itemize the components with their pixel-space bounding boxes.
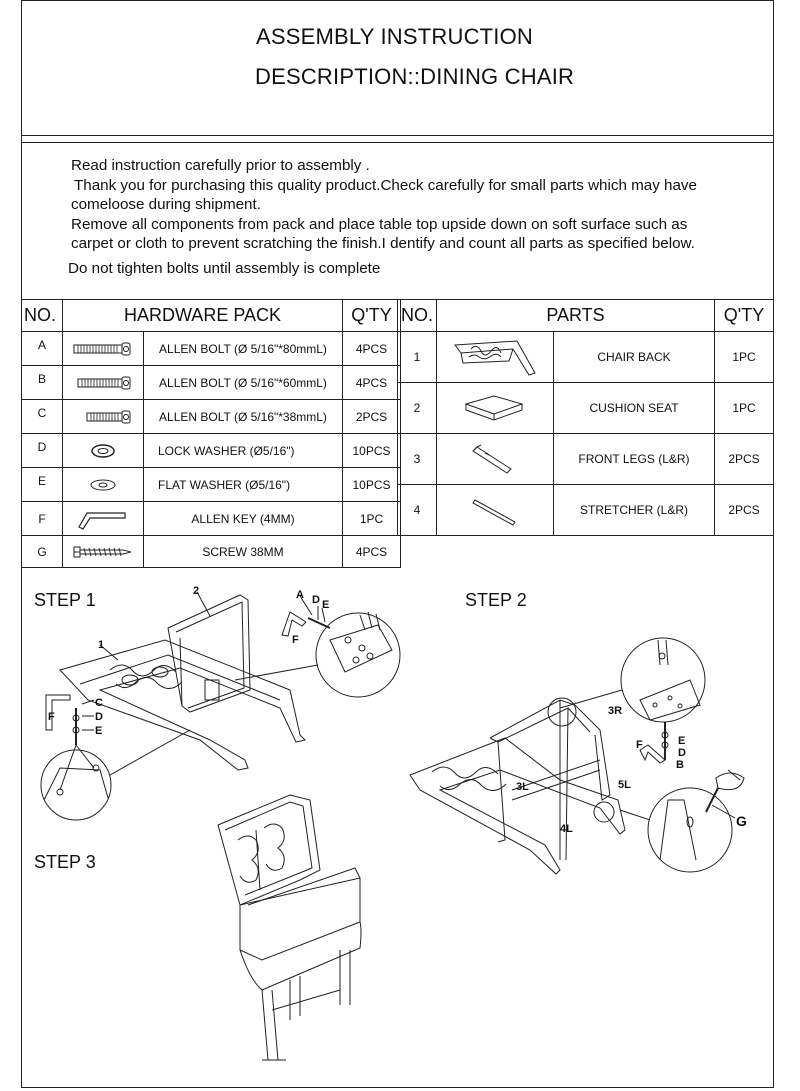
row-no: C xyxy=(22,400,63,434)
col-no-header: NO. xyxy=(22,300,63,332)
callout-d: D xyxy=(312,594,320,606)
col-hardware-header: HARDWARE PACK xyxy=(63,300,343,332)
step-2-label: STEP 2 xyxy=(465,590,527,610)
hardware-name: SCREW 38MM xyxy=(144,536,343,568)
callout-part-1: 1 xyxy=(98,639,105,651)
callout-e: E xyxy=(322,599,330,611)
row-no: 4 xyxy=(398,485,437,536)
part-qty: 1PC xyxy=(715,332,774,383)
callout-f: F xyxy=(48,711,55,723)
hardware-name: ALLEN KEY (4MM) xyxy=(144,502,343,536)
callout-f: F xyxy=(636,739,643,751)
hardware-qty: 4PCS xyxy=(343,332,401,366)
callout-g: G xyxy=(736,813,747,829)
col-qty-header: Q'TY xyxy=(343,300,401,332)
row-no: E xyxy=(22,468,63,502)
callout-f: F xyxy=(292,634,299,646)
hardware-qty: 4PCS xyxy=(343,536,401,568)
intro-line: Read instruction carefully prior to assembly . xyxy=(71,157,370,174)
callout-d: D xyxy=(95,711,103,723)
callout-5l: 5L xyxy=(618,779,631,791)
intro-line: comeloose during shipment. xyxy=(71,196,261,213)
callout-4l: 4L xyxy=(560,823,573,835)
hardware-qty: 4PCS xyxy=(343,366,401,400)
part-qty: 1PC xyxy=(715,383,774,434)
hardware-qty: 2PCS xyxy=(343,400,401,434)
row-no: A xyxy=(22,332,63,366)
row-no: D xyxy=(22,434,63,468)
intro-line: Do not tighten bolts until assembly is complete xyxy=(68,260,381,277)
intro-line: carpet or cloth to prevent scratching the finish.I dentify and count all parts as specified below. xyxy=(71,235,695,252)
part-qty: 2PCS xyxy=(715,485,774,536)
step-3-label: STEP 3 xyxy=(34,852,96,872)
row-no: B xyxy=(22,366,63,400)
hardware-qty: 1PC xyxy=(343,502,401,536)
hardware-qty: 10PCS xyxy=(343,434,401,468)
callout-part-2: 2 xyxy=(193,585,200,597)
col-no-header: NO. xyxy=(398,300,437,332)
hardware-name: LOCK WASHER (Ø5/16") xyxy=(144,434,343,468)
row-no: F xyxy=(22,502,63,536)
callout-e: E xyxy=(95,725,103,737)
row-no: 3 xyxy=(398,434,437,485)
callout-a: A xyxy=(296,589,304,601)
callout-c: C xyxy=(95,697,103,709)
row-no: G xyxy=(22,536,63,568)
callout-e: E xyxy=(678,735,686,747)
intro-line: Remove all components from pack and place table top upside down on soft surface such as xyxy=(71,216,688,233)
col-qty-header: Q'TY xyxy=(715,300,774,332)
intro-line: Thank you for purchasing this quality product.Check carefully for small parts which may have xyxy=(74,177,697,194)
part-qty: 2PCS xyxy=(715,434,774,485)
part-name: FRONT LEGS (L&R) xyxy=(554,434,715,485)
callout-d: D xyxy=(678,747,686,759)
part-name: STRETCHER (L&R) xyxy=(554,485,715,536)
hardware-qty: 10PCS xyxy=(343,468,401,502)
callout-3r: 3R xyxy=(608,705,623,717)
col-parts-header: PARTS xyxy=(437,300,715,332)
row-no: 2 xyxy=(398,383,437,434)
hardware-name: ALLEN BOLT (Ø 5/16"*60mmL) xyxy=(144,366,343,400)
step-1-label: STEP 1 xyxy=(34,590,96,610)
callout-3l: 3L xyxy=(516,781,529,793)
hardware-name: FLAT WASHER (Ø5/16") xyxy=(144,468,343,502)
step2-chair-diagram xyxy=(410,638,744,874)
hardware-name: ALLEN BOLT (Ø 5/16"*38mmL) xyxy=(144,400,343,434)
part-name: CHAIR BACK xyxy=(554,332,715,383)
row-no: 1 xyxy=(398,332,437,383)
step3-chair-diagram xyxy=(218,795,361,1060)
hardware-name: ALLEN BOLT (Ø 5/16"*80mmL) xyxy=(144,332,343,366)
part-name: CUSHION SEAT xyxy=(554,383,715,434)
page-title: ASSEMBLY INSTRUCTION xyxy=(256,24,534,49)
product-description: DESCRIPTION::DINING CHAIR xyxy=(255,64,575,89)
callout-b: B xyxy=(676,759,684,771)
